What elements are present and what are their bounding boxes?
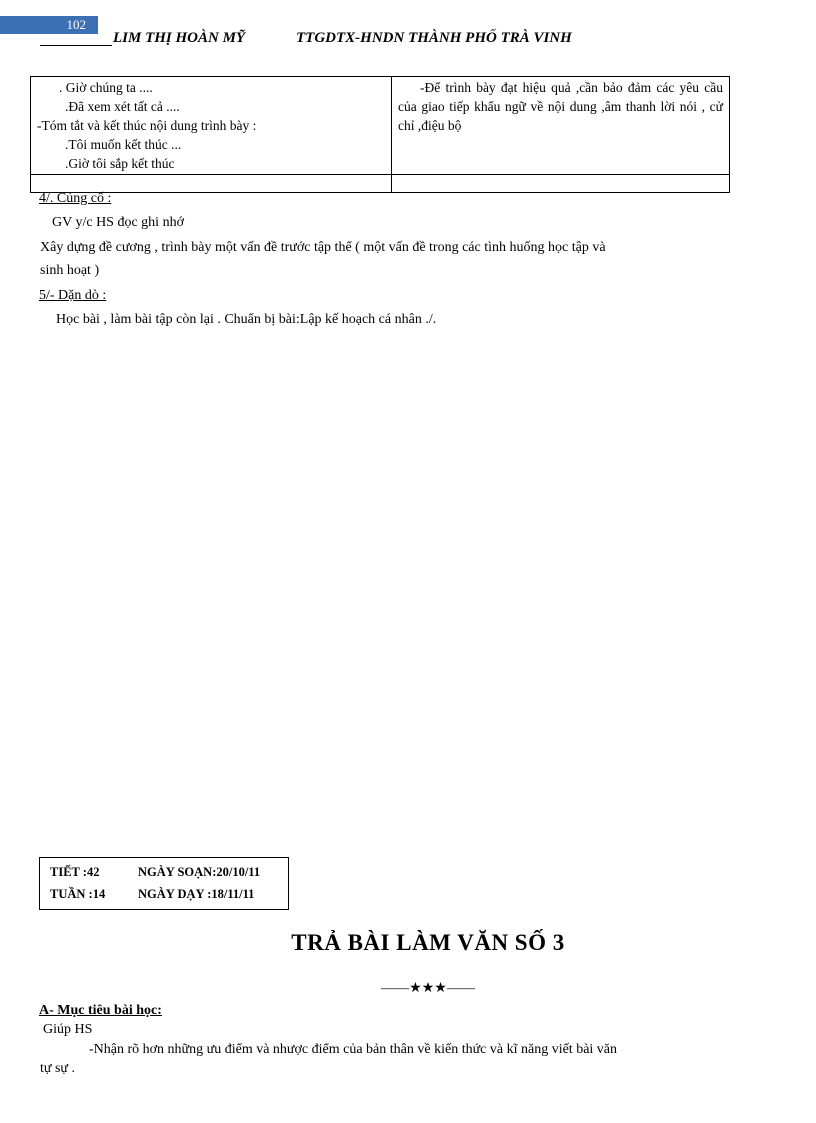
lesson-period: TIẾT :42 — [50, 865, 100, 879]
objectives-item: -Nhận rõ hơn những ưu điểm và nhược điểm của bản thân về kiến thức và kĩ năng viết bài văn — [89, 1042, 618, 1057]
table-line: .Tôi muốn kết thúc ... — [65, 137, 182, 152]
title-ornament: ——★★★—— — [381, 981, 475, 996]
objectives-item: tự sự . — [40, 1061, 76, 1076]
table-empty-cell — [392, 175, 730, 193]
dan-do-text: Học bài , làm bài tập còn lại . Chuẩn bị bài:Lập kế hoạch cá nhân ./. — [56, 312, 437, 327]
lesson-week: TUẦN :14 — [50, 887, 106, 901]
lesson-teach-date: NGÀY DẠY :18/11/11 — [138, 887, 255, 901]
table-right-text: -Để trình bày đạt hiệu quả ,cần bảo đảm các yêu cầu của giao tiếp khẩu ngữ về nội dung ,âm thanh lời nói , cử chỉ ,điệu bộ — [398, 80, 723, 133]
header-author: LIM THỊ HOÀN MỸ — [113, 30, 246, 46]
lesson-info-box — [39, 857, 289, 910]
header-organization: TTGDTX-HNDN THÀNH PHỐ TRÀ VINH — [296, 30, 572, 46]
table-right-cell — [392, 77, 730, 175]
objectives-heading: A- Mục tiêu bài học: — [39, 1003, 162, 1018]
table-empty-cell — [31, 175, 392, 193]
lesson-title: TRẢ BÀI LÀM VĂN SỐ 3 — [291, 930, 565, 955]
dan-do-heading: 5/- Dặn dò : — [39, 288, 107, 303]
page-number: 102 — [0, 16, 98, 34]
table-left-cell — [31, 77, 392, 175]
cung-co-line: GV y/c HS đọc ghi nhớ — [52, 215, 184, 230]
objectives-intro: Giúp HS — [43, 1022, 93, 1037]
cung-co-line: Xây dựng đề cương , trình bày một vấn đề trước tập thể ( một vấn đề trong các tình huống học tập và — [40, 240, 606, 255]
table-line: . Giờ chúng ta .... — [59, 80, 153, 95]
lesson-prep-date: NGÀY SOẠN:20/10/11 — [138, 865, 261, 879]
table-line: .Giờ tôi sắp kết thúc — [65, 156, 175, 171]
cung-co-line: sinh hoạt ) — [40, 263, 100, 278]
header-rule — [40, 45, 112, 46]
cung-co-heading: 4/. Củng cố : — [39, 191, 112, 206]
content-table — [30, 76, 730, 193]
table-line: .Đã xem xét tất cả .... — [65, 99, 180, 114]
table-line: -Tóm tắt và kết thúc nội dung trình bày : — [37, 118, 257, 133]
